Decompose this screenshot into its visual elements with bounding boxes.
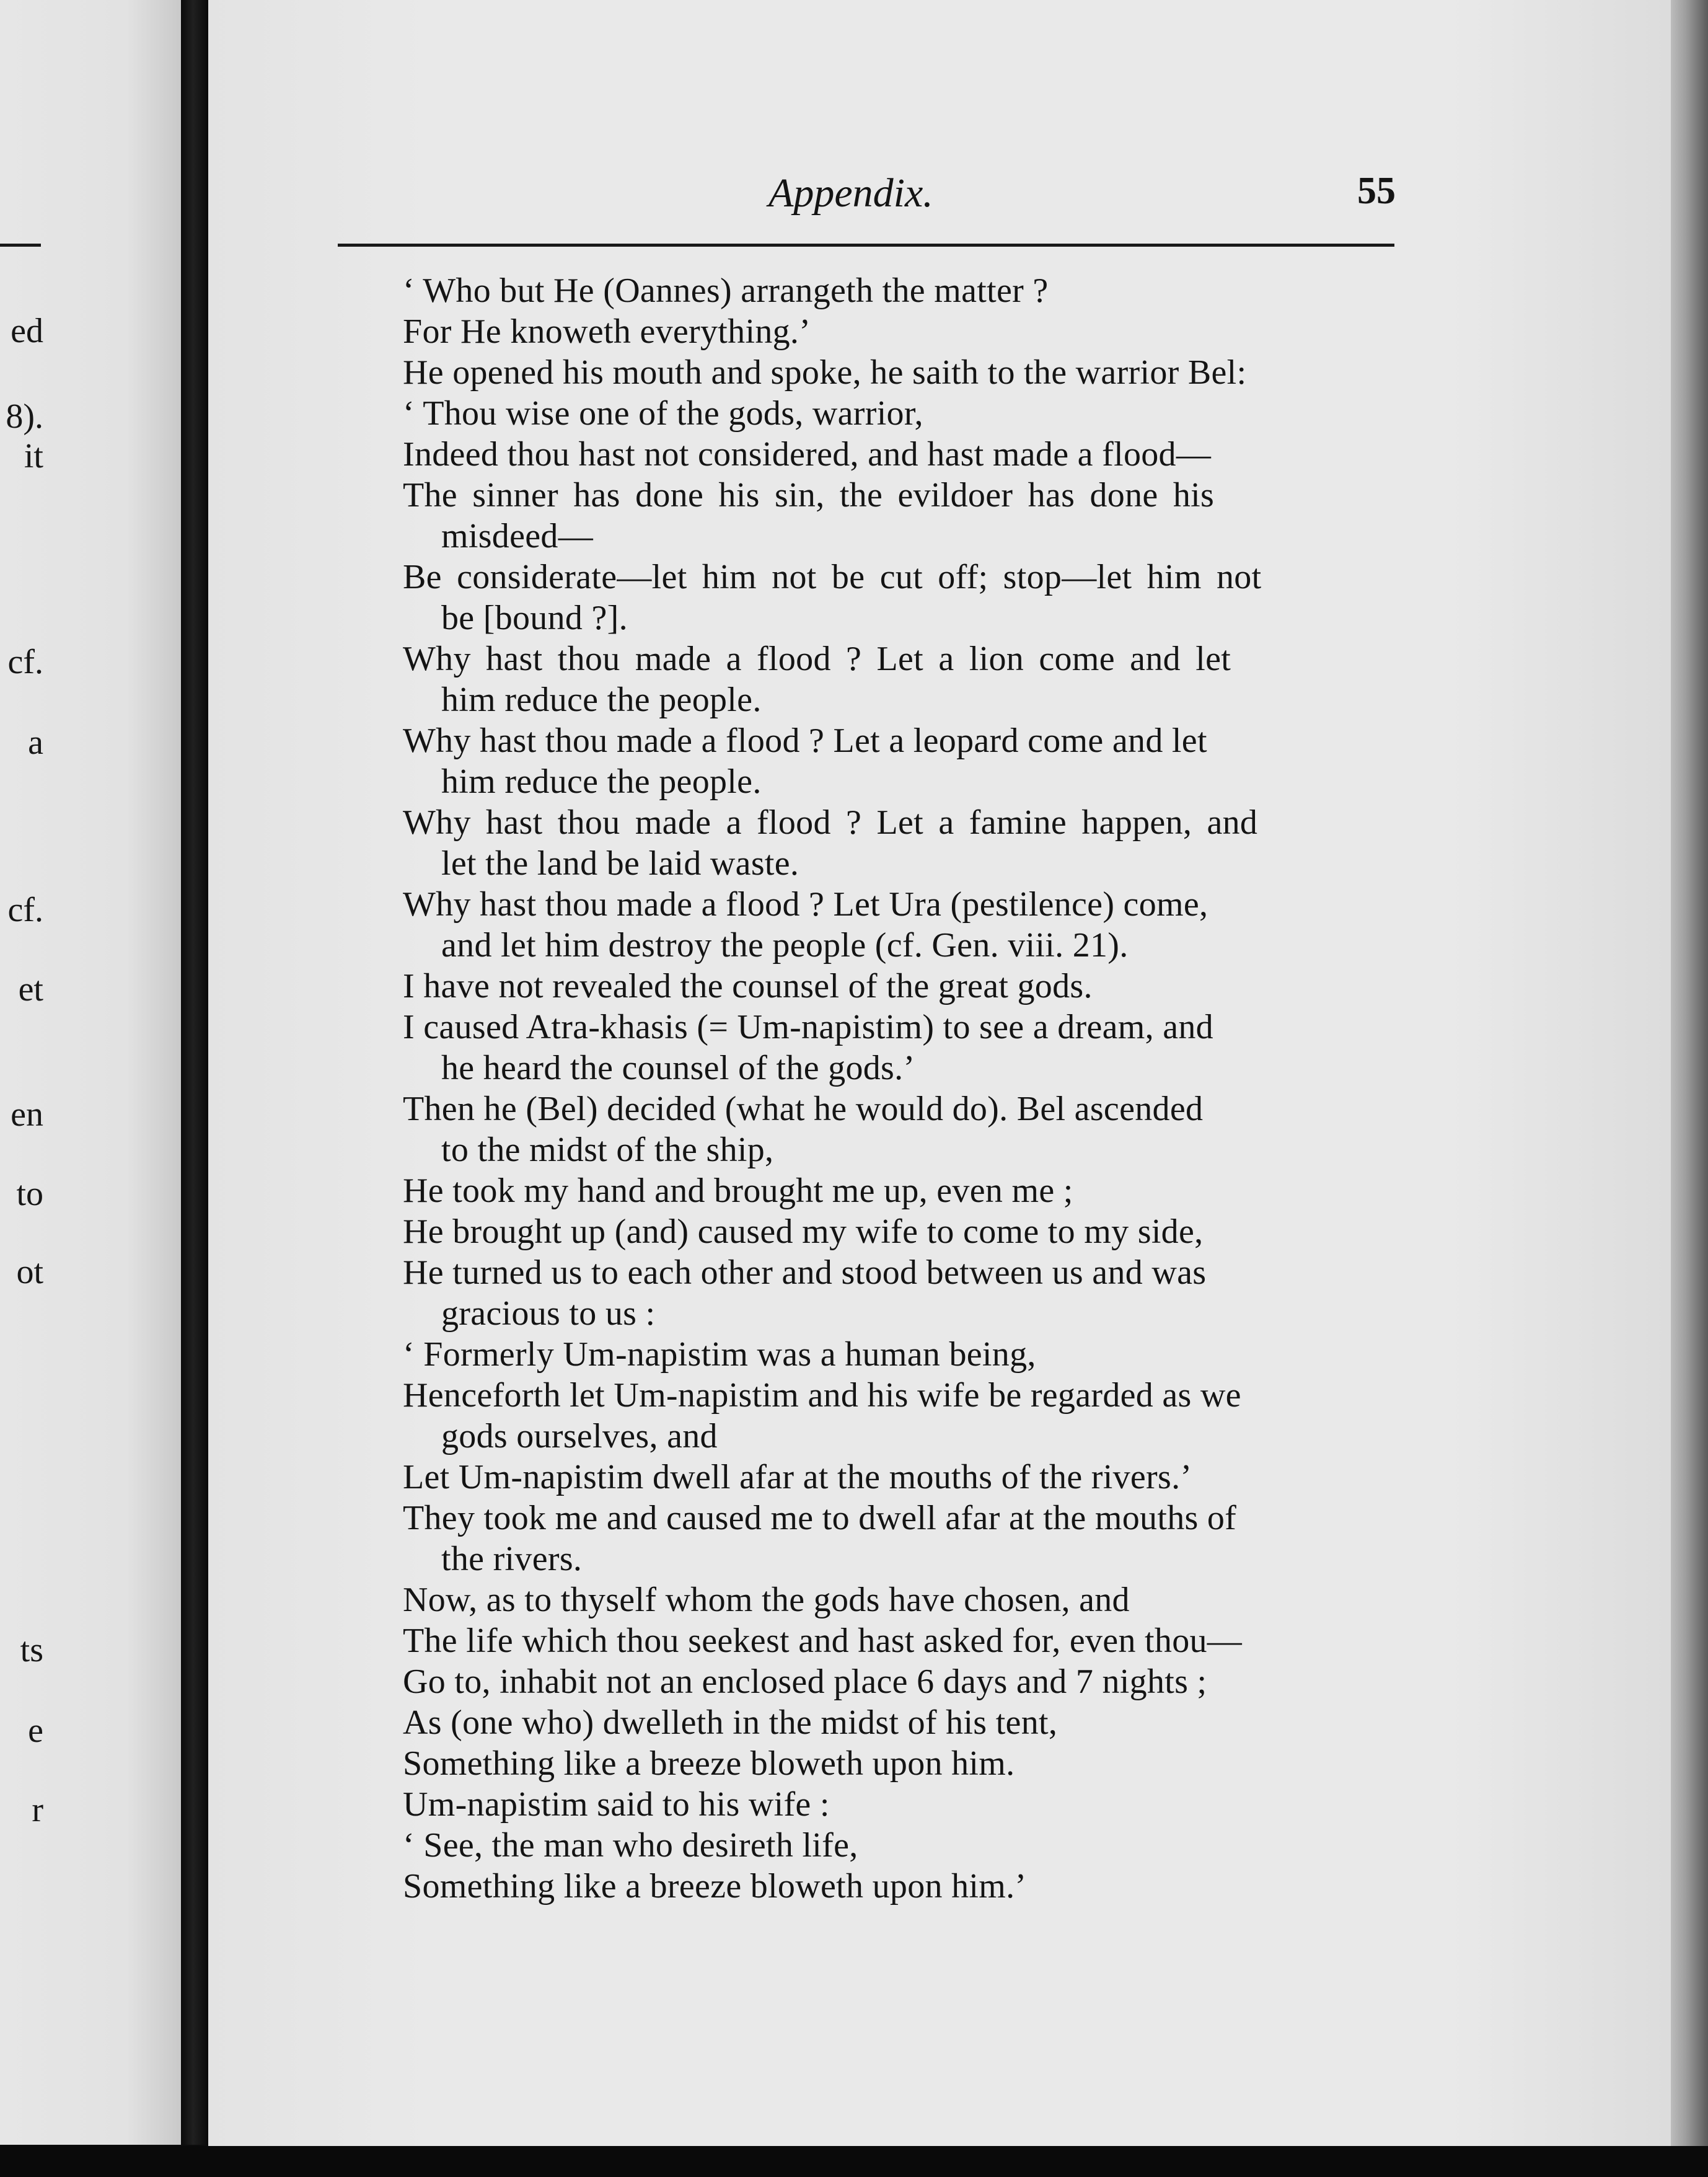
poem-body — [403, 270, 1419, 1907]
text-line: He brought up (and) caused my wife to come to my side, — [403, 1212, 1204, 1251]
text-line-continuation: him reduce the people. — [441, 762, 762, 801]
text-line: Why hast thou made a flood ? Let a famine happen, and — [403, 803, 1258, 842]
text-line-continuation: the rivers. — [441, 1540, 583, 1578]
left-page-word-fragment: to — [16, 1175, 43, 1213]
text-line: The life which thou seekest and hast asked for, even thou— — [403, 1622, 1243, 1660]
left-page-word-fragment: cf. — [7, 643, 43, 681]
page-number: 55 — [1357, 170, 1396, 212]
text-line-continuation: to the midst of the ship, — [441, 1131, 774, 1169]
text-line: I have not revealed the counsel of the great gods. — [403, 967, 1093, 1005]
left-page-word-fragment: it — [24, 437, 43, 475]
text-line: Why hast thou made a flood ? Let a leopard come and let — [403, 722, 1207, 760]
header-rule — [338, 244, 1394, 247]
left-page-word-fragment: cf. — [7, 891, 43, 929]
text-line-continuation: gods ourselves, and — [441, 1417, 718, 1455]
text-line: Something like a breeze bloweth upon him. — [403, 1744, 1015, 1783]
text-line-continuation: and let him destroy the people (cf. Gen. viii. 21). — [441, 926, 1129, 965]
text-line: ‘ Formerly Um-napistim was a human being, — [403, 1335, 1036, 1374]
text-line: Why hast thou made a flood ? Let Ura (pestilence) come, — [403, 885, 1208, 924]
left-page-word-fragment: e — [28, 1711, 43, 1750]
text-line: ‘ See, the man who desireth life, — [403, 1826, 858, 1865]
text-line: Um-napistim said to his wife : — [403, 1785, 830, 1824]
text-line: Why hast thou made a flood ? Let a lion come and let — [403, 640, 1231, 678]
book-gutter — [181, 0, 208, 2145]
text-line: He opened his mouth and spoke, he saith to the warrior Bel: — [403, 353, 1247, 392]
text-line: Then he (Bel) decided (what he would do). Bel ascended — [403, 1090, 1204, 1128]
text-line-continuation: him reduce the people. — [441, 681, 762, 719]
text-line: ‘ Who but He (Oannes) arrangeth the matter ? — [403, 272, 1049, 310]
text-line: Something like a breeze bloweth upon him.’ — [403, 1867, 1027, 1905]
scan-bottom-edge — [0, 2146, 1708, 2177]
text-line-continuation: misdeed— — [441, 517, 594, 555]
left-page-word-fragment: ts — [20, 1631, 43, 1669]
left-page-word-fragment: ed — [11, 312, 43, 350]
text-line: They took me and caused me to dwell afar at the mouths of — [403, 1499, 1237, 1537]
page-edge-shadow — [1671, 0, 1708, 2151]
text-line: He turned us to each other and stood between us and was — [403, 1253, 1207, 1292]
text-line: Let Um-napistim dwell afar at the mouths of the rivers.’ — [403, 1458, 1192, 1496]
text-line: Go to, inhabit not an enclosed place 6 days and 7 nights ; — [403, 1663, 1207, 1701]
text-line: Be considerate—let him not be cut off; stop—let him not — [403, 558, 1262, 596]
left-page-word-fragment: r — [32, 1791, 43, 1829]
text-line: The sinner has done his sin, the evildoer has done his — [403, 476, 1215, 514]
running-head: Appendix. — [768, 170, 933, 216]
text-line: He took my hand and brought me up, even me ; — [403, 1172, 1073, 1210]
text-line: For He knoweth everything.’ — [403, 312, 811, 351]
text-line: As (one who) dwelleth in the midst of his tent, — [403, 1703, 1058, 1742]
left-page-word-fragment: a — [28, 723, 43, 762]
text-line-continuation: be [bound ?]. — [441, 599, 628, 637]
left-page-word-fragment: 8). — [6, 397, 43, 436]
text-line: Indeed thou hast not considered, and hast made a flood— — [403, 435, 1212, 474]
text-line-continuation: gracious to us : — [441, 1294, 656, 1333]
text-line-continuation: let the land be laid waste. — [441, 844, 799, 883]
left-page-fragment — [0, 0, 181, 2145]
text-line: Now, as to thyself whom the gods have chosen, and — [403, 1581, 1130, 1619]
text-line: I caused Atra-khasis (= Um-napistim) to see a dream, and — [403, 1008, 1213, 1046]
left-page-word-fragment: ot — [16, 1253, 43, 1291]
text-line-continuation: he heard the counsel of the gods.’ — [441, 1049, 915, 1087]
text-line: ‘ Thou wise one of the gods, warrior, — [403, 394, 923, 433]
left-page-rule — [0, 244, 41, 247]
left-page-word-fragment: et — [18, 970, 43, 1009]
left-page-word-fragment: en — [11, 1095, 43, 1134]
text-line: Henceforth let Um-napistim and his wife be regarded as we — [403, 1376, 1241, 1415]
